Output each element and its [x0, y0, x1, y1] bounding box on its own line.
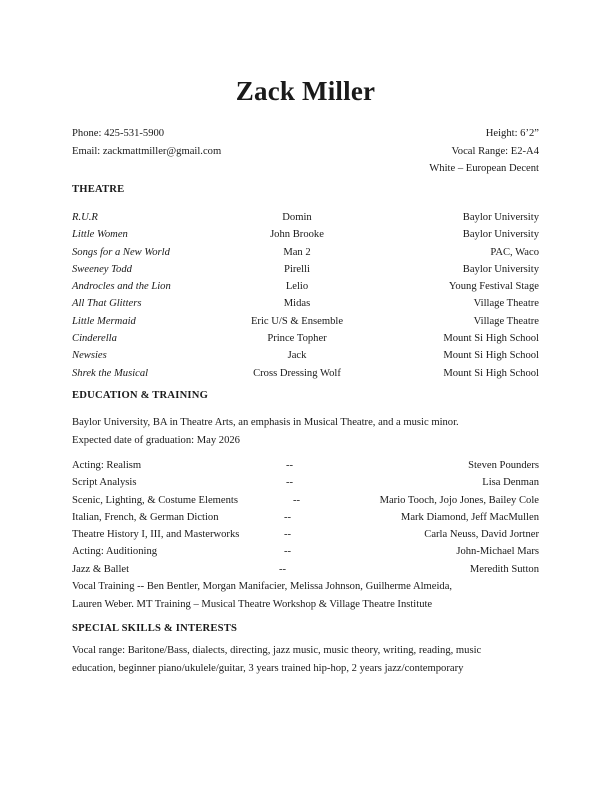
phone: Phone: 425-531-5900 [72, 128, 165, 139]
venue: Mount Si High School [443, 350, 539, 362]
role: Man 2 [283, 246, 311, 258]
separator: -- [284, 511, 292, 523]
course: Italian, French, & German Diction [72, 511, 219, 523]
instructor: Mark Diamond, Jeff MacMullen [400, 511, 539, 523]
contact-row [72, 125, 539, 143]
separator: -- [284, 529, 292, 541]
show-title: R.U.R [72, 212, 98, 223]
venue: Mount Si High School [443, 367, 539, 379]
role: John Brooke [270, 229, 324, 241]
resume-name: Zack Miller [235, 76, 376, 106]
contact-row [72, 160, 539, 178]
ethnicity: White – European Decent [429, 163, 539, 174]
credit-row [72, 278, 539, 295]
height: Height: 6’2” [485, 128, 539, 139]
role: Prince Topher [267, 333, 327, 345]
separator: -- [284, 546, 292, 558]
show-title: All That Glitters [72, 298, 142, 310]
venue: Mount Si High School [443, 333, 539, 345]
vocal-range: Vocal Range: E2-A4 [451, 145, 539, 157]
instructor: Mario Tooch, Jojo Jones, Bailey Cole [379, 494, 539, 506]
show-title: Little Mermaid [72, 315, 136, 327]
skills-line: education, beginner piano/ukulele/guitar, 3 years trained hip-hop, 2 years jazz/contemporary [72, 662, 464, 674]
vocal-training [72, 578, 539, 613]
show-title: Androcles and the Lion [72, 281, 171, 293]
skills-heading: SPECIAL SKILLS & INTERESTS [72, 623, 238, 634]
venue: Baylor University [462, 263, 539, 275]
venue: Baylor University [462, 229, 539, 241]
instructor: Lisa Denman [482, 477, 539, 489]
show-title: Songs for a New World [72, 246, 170, 258]
credit-row [72, 330, 539, 347]
credit-row [72, 365, 539, 382]
vocal-training-line: Vocal Training -- Ben Bentler, Morgan Manifacier, Melissa Johnson, Guilherme Almeida, [72, 581, 453, 592]
venue: PAC, Waco [490, 246, 539, 258]
training-row [72, 543, 539, 560]
vocal-training-line: Lauren Weber. MT Training – Musical Theatre Workshop & Village Theatre Institute [72, 598, 433, 610]
training-row [72, 526, 539, 543]
role: Lelio [285, 281, 309, 293]
credit-row [72, 313, 539, 330]
skills-block [72, 642, 539, 677]
contact-block [72, 125, 539, 178]
training-row [72, 492, 539, 509]
education-block [72, 414, 539, 449]
course: Acting: Realism [72, 460, 142, 471]
separator: -- [286, 477, 294, 489]
separator: -- [279, 563, 287, 575]
credit-row [72, 226, 539, 243]
theatre-credits [72, 209, 539, 382]
show-title: Newsies [72, 350, 107, 362]
email: Email: zackmattmiller@gmail.com [72, 145, 222, 157]
contact-row [72, 143, 539, 161]
course: Jazz & Ballet [72, 563, 130, 575]
training-row [72, 457, 539, 474]
separator: -- [293, 494, 301, 506]
credit-row [72, 295, 539, 312]
instructor: John-Michael Mars [456, 546, 539, 558]
show-title: Shrek the Musical [72, 367, 149, 379]
credit-row [72, 347, 539, 364]
course: Theatre History I, III, and Masterworks [72, 529, 240, 541]
credit-row [72, 261, 539, 278]
show-title: Little Women [72, 229, 128, 241]
venue: Young Festival Stage [448, 281, 539, 293]
theatre-heading: THEATRE [72, 184, 125, 195]
venue: Village Theatre [473, 315, 539, 327]
role: Pirelli [284, 263, 310, 275]
skills-line: Vocal range: Baritone/Bass, dialects, directing, jazz music, music theory, writing, reading, music [72, 645, 482, 656]
role: Midas [283, 298, 311, 310]
role: Jack [287, 350, 307, 362]
separator: -- [286, 460, 294, 471]
education-heading: EDUCATION & TRAINING [72, 390, 209, 401]
show-title: Cinderella [72, 333, 117, 345]
training-list [72, 457, 539, 578]
credit-row [72, 209, 539, 226]
instructor: Steven Pounders [468, 460, 539, 471]
role: Eric U/S & Ensemble [250, 315, 344, 327]
course: Scenic, Lighting, & Costume Elements [72, 494, 238, 506]
credit-row [72, 244, 539, 261]
instructor: Carla Neuss, David Jortner [424, 529, 539, 541]
degree-line: Baylor University, BA in Theatre Arts, an emphasis in Musical Theatre, and a music minor. [72, 417, 459, 428]
course: Script Analysis [72, 477, 137, 489]
venue: Baylor University [462, 212, 539, 223]
training-row [72, 474, 539, 491]
role: Cross Dressing Wolf [253, 367, 341, 379]
role: Domin [282, 212, 312, 223]
training-row [72, 561, 539, 578]
venue: Village Theatre [473, 298, 539, 310]
instructor: Meredith Sutton [469, 563, 539, 575]
course: Acting: Auditioning [72, 546, 158, 558]
training-row [72, 509, 539, 526]
graduation-line: Expected date of graduation: May 2026 [72, 434, 240, 446]
show-title: Sweeney Todd [72, 263, 132, 275]
